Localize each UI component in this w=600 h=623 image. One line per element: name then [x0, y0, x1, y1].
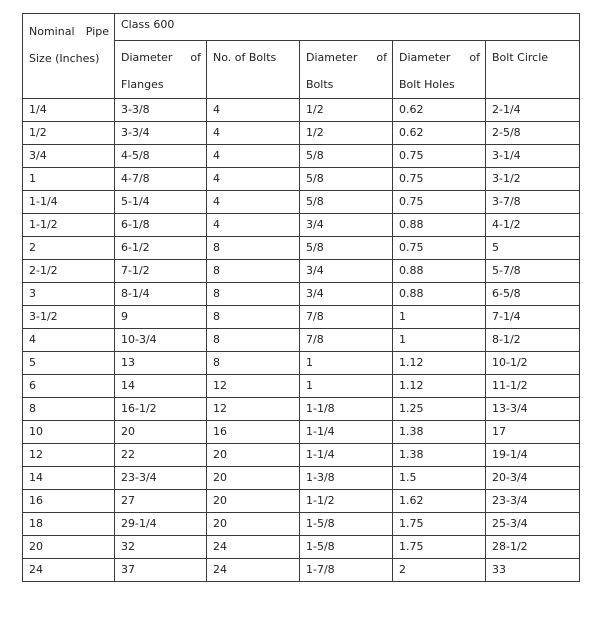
cell-bolt-circle: 25-3/4: [486, 513, 580, 536]
cell-bolt-circle: 28-1/2: [486, 536, 580, 559]
cell-nominal-size: 1-1/4: [23, 191, 115, 214]
cell-diam-flanges: 22: [115, 444, 207, 467]
cell-nominal-size: 20: [23, 536, 115, 559]
cell-diam-holes: 1.25: [393, 398, 486, 421]
cell-diam-bolts: 1-1/8: [300, 398, 393, 421]
header-diam-flanges-line2: Flanges: [121, 78, 164, 91]
header-diam-holes: [393, 41, 486, 99]
cell-diam-flanges: 20: [115, 421, 207, 444]
cell-num-bolts: 4: [207, 145, 300, 168]
cell-num-bolts: 12: [207, 398, 300, 421]
cell-diam-holes: 1: [393, 329, 486, 352]
table-row: [23, 513, 580, 536]
table-row: [23, 329, 580, 352]
header-diam-bolts: [300, 41, 393, 99]
cell-diam-flanges: 6-1/2: [115, 237, 207, 260]
cell-bolt-circle: 3-7/8: [486, 191, 580, 214]
cell-nominal-size: 16: [23, 490, 115, 513]
header-diam-holes-line2: Bolt Holes: [399, 78, 455, 91]
header-nominal-word1: Nominal: [29, 25, 75, 38]
cell-bolt-circle: 33: [486, 559, 580, 582]
cell-diam-holes: 1.12: [393, 375, 486, 398]
table-row: [23, 375, 580, 398]
cell-num-bolts: 8: [207, 352, 300, 375]
cell-diam-flanges: 14: [115, 375, 207, 398]
cell-nominal-size: 2-1/2: [23, 260, 115, 283]
cell-diam-bolts: 1-7/8: [300, 559, 393, 582]
table-row: [23, 99, 580, 122]
cell-num-bolts: 12: [207, 375, 300, 398]
header-nominal-word2: Pipe: [85, 25, 109, 38]
cell-num-bolts: 24: [207, 536, 300, 559]
table-row: [23, 168, 580, 191]
cell-diam-flanges: 3-3/4: [115, 122, 207, 145]
cell-diam-holes: 0.75: [393, 191, 486, 214]
cell-diam-flanges: 3-3/8: [115, 99, 207, 122]
table-row: [23, 214, 580, 237]
cell-diam-bolts: 7/8: [300, 329, 393, 352]
table-row: [23, 145, 580, 168]
cell-diam-holes: 0.88: [393, 260, 486, 283]
cell-diam-holes: 0.88: [393, 283, 486, 306]
cell-bolt-circle: 10-1/2: [486, 352, 580, 375]
cell-diam-flanges: 8-1/4: [115, 283, 207, 306]
table-row: [23, 444, 580, 467]
cell-nominal-size: 24: [23, 559, 115, 582]
cell-diam-holes: 1.12: [393, 352, 486, 375]
table-row: [23, 559, 580, 582]
cell-diam-flanges: 37: [115, 559, 207, 582]
cell-nominal-size: 12: [23, 444, 115, 467]
header-class: Class 600: [115, 14, 580, 41]
cell-diam-flanges: 27: [115, 490, 207, 513]
cell-nominal-size: 1: [23, 168, 115, 191]
cell-diam-holes: 0.62: [393, 122, 486, 145]
cell-diam-holes: 1.38: [393, 421, 486, 444]
cell-diam-flanges: 29-1/4: [115, 513, 207, 536]
cell-bolt-circle: 3-1/4: [486, 145, 580, 168]
cell-diam-holes: 0.75: [393, 145, 486, 168]
cell-num-bolts: 20: [207, 513, 300, 536]
cell-bolt-circle: 13-3/4: [486, 398, 580, 421]
cell-diam-bolts: 7/8: [300, 306, 393, 329]
cell-diam-bolts: 5/8: [300, 191, 393, 214]
table-row: [23, 352, 580, 375]
cell-diam-holes: 1: [393, 306, 486, 329]
cell-num-bolts: 8: [207, 283, 300, 306]
table-row: [23, 191, 580, 214]
cell-diam-holes: 2: [393, 559, 486, 582]
cell-num-bolts: 4: [207, 191, 300, 214]
cell-diam-bolts: 1-1/2: [300, 490, 393, 513]
cell-nominal-size: 6: [23, 375, 115, 398]
cell-bolt-circle: 11-1/2: [486, 375, 580, 398]
header-diam-bolts-word2: of: [376, 51, 387, 64]
cell-nominal-size: 3-1/2: [23, 306, 115, 329]
cell-diam-holes: 0.75: [393, 168, 486, 191]
cell-diam-bolts: 1-5/8: [300, 513, 393, 536]
cell-num-bolts: 20: [207, 444, 300, 467]
cell-num-bolts: 4: [207, 214, 300, 237]
header-nominal-line2: Size (Inches): [29, 52, 100, 65]
cell-bolt-circle: 3-1/2: [486, 168, 580, 191]
table-row: [23, 490, 580, 513]
cell-diam-bolts: 1: [300, 375, 393, 398]
cell-diam-flanges: 10-3/4: [115, 329, 207, 352]
cell-bolt-circle: 5: [486, 237, 580, 260]
cell-num-bolts: 16: [207, 421, 300, 444]
cell-nominal-size: 18: [23, 513, 115, 536]
cell-diam-holes: 1.75: [393, 536, 486, 559]
cell-diam-bolts: 1-5/8: [300, 536, 393, 559]
cell-diam-bolts: 3/4: [300, 260, 393, 283]
header-diam-flanges-word2: of: [190, 51, 201, 64]
table-row: [23, 467, 580, 490]
cell-diam-bolts: 5/8: [300, 145, 393, 168]
table-row: [23, 122, 580, 145]
cell-diam-flanges: 7-1/2: [115, 260, 207, 283]
cell-nominal-size: 2: [23, 237, 115, 260]
cell-diam-flanges: 9: [115, 306, 207, 329]
cell-diam-holes: 1.5: [393, 467, 486, 490]
cell-bolt-circle: 2-5/8: [486, 122, 580, 145]
document-page: [22, 13, 580, 582]
cell-bolt-circle: 6-5/8: [486, 283, 580, 306]
cell-diam-bolts: 1-3/8: [300, 467, 393, 490]
cell-num-bolts: 8: [207, 306, 300, 329]
cell-diam-flanges: 16-1/2: [115, 398, 207, 421]
cell-diam-holes: 0.62: [393, 99, 486, 122]
cell-bolt-circle: 4-1/2: [486, 214, 580, 237]
cell-diam-flanges: 4-5/8: [115, 145, 207, 168]
header-bolt-circle: [486, 41, 580, 99]
cell-diam-flanges: 13: [115, 352, 207, 375]
cell-diam-flanges: 5-1/4: [115, 191, 207, 214]
cell-num-bolts: 4: [207, 99, 300, 122]
cell-bolt-circle: 23-3/4: [486, 490, 580, 513]
header-row-1: [23, 14, 580, 41]
cell-bolt-circle: 8-1/2: [486, 329, 580, 352]
cell-num-bolts: 4: [207, 168, 300, 191]
table-row: [23, 398, 580, 421]
cell-bolt-circle: 7-1/4: [486, 306, 580, 329]
header-diam-flanges: [115, 41, 207, 99]
cell-diam-flanges: 4-7/8: [115, 168, 207, 191]
header-diam-holes-word2: of: [469, 51, 480, 64]
cell-diam-bolts: 1: [300, 352, 393, 375]
header-diam-bolts-line2: Bolts: [306, 78, 334, 91]
cell-bolt-circle: 17: [486, 421, 580, 444]
header-bolt-circle-text: Bolt Circle: [492, 51, 549, 64]
cell-num-bolts: 8: [207, 237, 300, 260]
cell-diam-bolts: 1/2: [300, 122, 393, 145]
cell-nominal-size: 4: [23, 329, 115, 352]
cell-diam-bolts: 5/8: [300, 237, 393, 260]
cell-diam-bolts: 1-1/4: [300, 421, 393, 444]
table-row: [23, 536, 580, 559]
header-diam-bolts-word1: Diameter: [306, 51, 358, 64]
cell-nominal-size: 8: [23, 398, 115, 421]
cell-num-bolts: 24: [207, 559, 300, 582]
cell-diam-holes: 0.75: [393, 237, 486, 260]
flange-table: [22, 13, 580, 582]
cell-diam-flanges: 32: [115, 536, 207, 559]
cell-nominal-size: 14: [23, 467, 115, 490]
cell-num-bolts: 4: [207, 122, 300, 145]
cell-diam-flanges: 23-3/4: [115, 467, 207, 490]
cell-bolt-circle: 5-7/8: [486, 260, 580, 283]
cell-diam-holes: 0.88: [393, 214, 486, 237]
header-num-bolts: [207, 41, 300, 99]
table-row: [23, 421, 580, 444]
header-diam-flanges-word1: Diameter: [121, 51, 173, 64]
cell-num-bolts: 8: [207, 329, 300, 352]
cell-diam-holes: 1.38: [393, 444, 486, 467]
table-row: [23, 260, 580, 283]
cell-num-bolts: 20: [207, 490, 300, 513]
header-nominal-size: [23, 14, 115, 99]
cell-num-bolts: 8: [207, 260, 300, 283]
cell-diam-bolts: 1-1/4: [300, 444, 393, 467]
header-diam-holes-word1: Diameter: [399, 51, 451, 64]
cell-nominal-size: 1-1/2: [23, 214, 115, 237]
header-num-bolts-text: No. of Bolts: [213, 51, 277, 64]
cell-diam-holes: 1.75: [393, 513, 486, 536]
cell-bolt-circle: 2-1/4: [486, 99, 580, 122]
cell-nominal-size: 10: [23, 421, 115, 444]
cell-diam-bolts: 3/4: [300, 283, 393, 306]
cell-diam-bolts: 1/2: [300, 99, 393, 122]
cell-bolt-circle: 20-3/4: [486, 467, 580, 490]
cell-nominal-size: 3/4: [23, 145, 115, 168]
cell-nominal-size: 1/4: [23, 99, 115, 122]
cell-nominal-size: 3: [23, 283, 115, 306]
table-row: [23, 237, 580, 260]
cell-bolt-circle: 19-1/4: [486, 444, 580, 467]
cell-diam-holes: 1.62: [393, 490, 486, 513]
cell-diam-bolts: 5/8: [300, 168, 393, 191]
cell-num-bolts: 20: [207, 467, 300, 490]
cell-nominal-size: 1/2: [23, 122, 115, 145]
table-row: [23, 283, 580, 306]
cell-nominal-size: 5: [23, 352, 115, 375]
table-row: [23, 306, 580, 329]
cell-diam-flanges: 6-1/8: [115, 214, 207, 237]
cell-diam-bolts: 3/4: [300, 214, 393, 237]
